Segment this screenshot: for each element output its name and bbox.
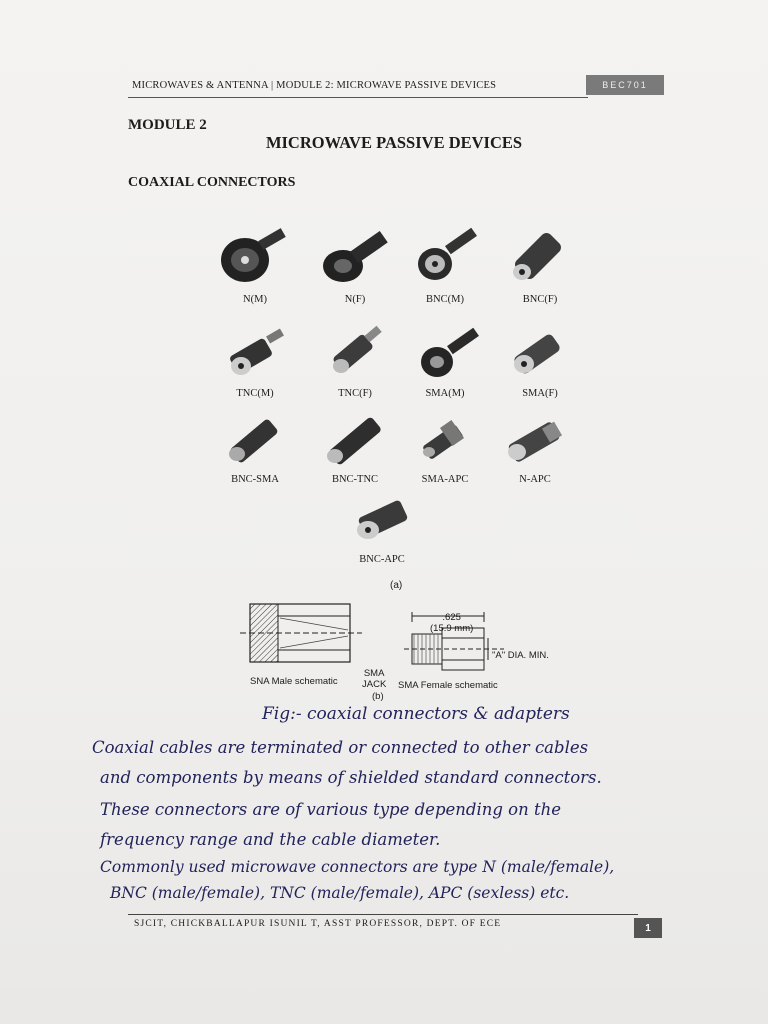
page-footer: SJCIT, CHICKBALLAPUR ISUNIL T, ASST PROFESSOR, DEPT. OF ECE (134, 919, 502, 929)
connector-image (342, 488, 422, 552)
connector-image (215, 322, 295, 386)
connector-bnc-tnc (305, 408, 405, 485)
footer-rule (128, 914, 638, 915)
connector-image (495, 408, 575, 472)
connector-label: BNC(M) (426, 294, 464, 305)
header-rule (128, 97, 588, 98)
course-code-badge: BEC701 (586, 75, 664, 95)
sma-female-schematic-drawing (404, 612, 554, 672)
dia-min-label: "A" DIA. MIN. (492, 650, 549, 661)
handwritten-line: frequency range and the cable diameter. (100, 830, 441, 849)
connector-image (500, 322, 580, 386)
connector-bnc-female (490, 222, 590, 305)
dimension-mm: (15.9 mm) (430, 623, 474, 634)
handwritten-fig-caption: Fig:- coaxial connectors & adapters (262, 704, 570, 724)
connector-label: BNC-TNC (331, 474, 379, 485)
handwritten-line: Coaxial cables are terminated or connected to other cables (92, 738, 589, 757)
connector-image (500, 222, 580, 292)
connector-image (315, 322, 395, 386)
connector-n-male (205, 222, 305, 305)
dimension-label (430, 612, 473, 634)
sma-jack-label: SMA JACK (362, 668, 387, 690)
connector-image (215, 408, 295, 472)
connector-sma-female (490, 322, 590, 399)
connector-label: TNC(F) (338, 388, 372, 399)
connector-bnc-apc (332, 488, 432, 565)
connector-label: BNC-APC (359, 554, 405, 565)
connector-sma-apc (395, 408, 495, 485)
page-title: MICROWAVE PASSIVE DEVICES (265, 133, 523, 152)
connector-image (405, 408, 485, 472)
handwritten-line: These connectors are of various type depending on the (100, 800, 561, 819)
connector-image (405, 322, 485, 386)
connector-label: TNC(M) (236, 388, 274, 399)
connector-label: BNC(F) (522, 294, 558, 305)
connector-tnc-male (205, 322, 305, 399)
connector-label: N-APC (519, 474, 551, 485)
handwritten-line: BNC (male/female), TNC (male/female), APC (sexless) etc. (110, 884, 570, 902)
connector-label: N(M) (243, 294, 267, 305)
connector-bnc-sma (205, 408, 305, 485)
handwritten-line: Commonly used microwave connectors are type N (male/female), (100, 858, 615, 876)
connector-tnc-female (305, 322, 405, 399)
module-label: MODULE 2 (128, 117, 207, 133)
dimension-inches: .625 (442, 612, 461, 623)
sma-female-caption: SMA Female schematic (398, 680, 498, 691)
sma-male-caption: SNA Male schematic (250, 676, 338, 687)
connector-image (315, 222, 395, 292)
connector-label: SMA-APC (421, 474, 469, 485)
connector-sma-male (395, 322, 495, 399)
subfigure-b-label: (b) (372, 691, 384, 702)
subfigure-a-label: (a) (390, 580, 403, 591)
connector-n-female (305, 222, 405, 305)
connector-n-apc (485, 408, 585, 485)
connector-label: N(F) (344, 294, 366, 305)
connector-image (315, 408, 395, 472)
connector-label: SMA(M) (425, 388, 465, 399)
page-number: 1 (634, 918, 662, 938)
section-heading: COAXIAL CONNECTORS (128, 175, 296, 190)
running-header: MICROWAVES & ANTENNA | MODULE 2: MICROWAVE PASSIVE DEVICES (132, 80, 497, 91)
connector-label: SMA(F) (522, 388, 558, 399)
connector-bnc-male (395, 222, 495, 305)
handwritten-line: and components by means of shielded standard connectors. (100, 768, 602, 787)
sma-male-schematic-drawing (240, 596, 370, 676)
connector-image (405, 222, 485, 292)
connector-image (215, 222, 295, 292)
connector-label: BNC-SMA (231, 474, 279, 485)
